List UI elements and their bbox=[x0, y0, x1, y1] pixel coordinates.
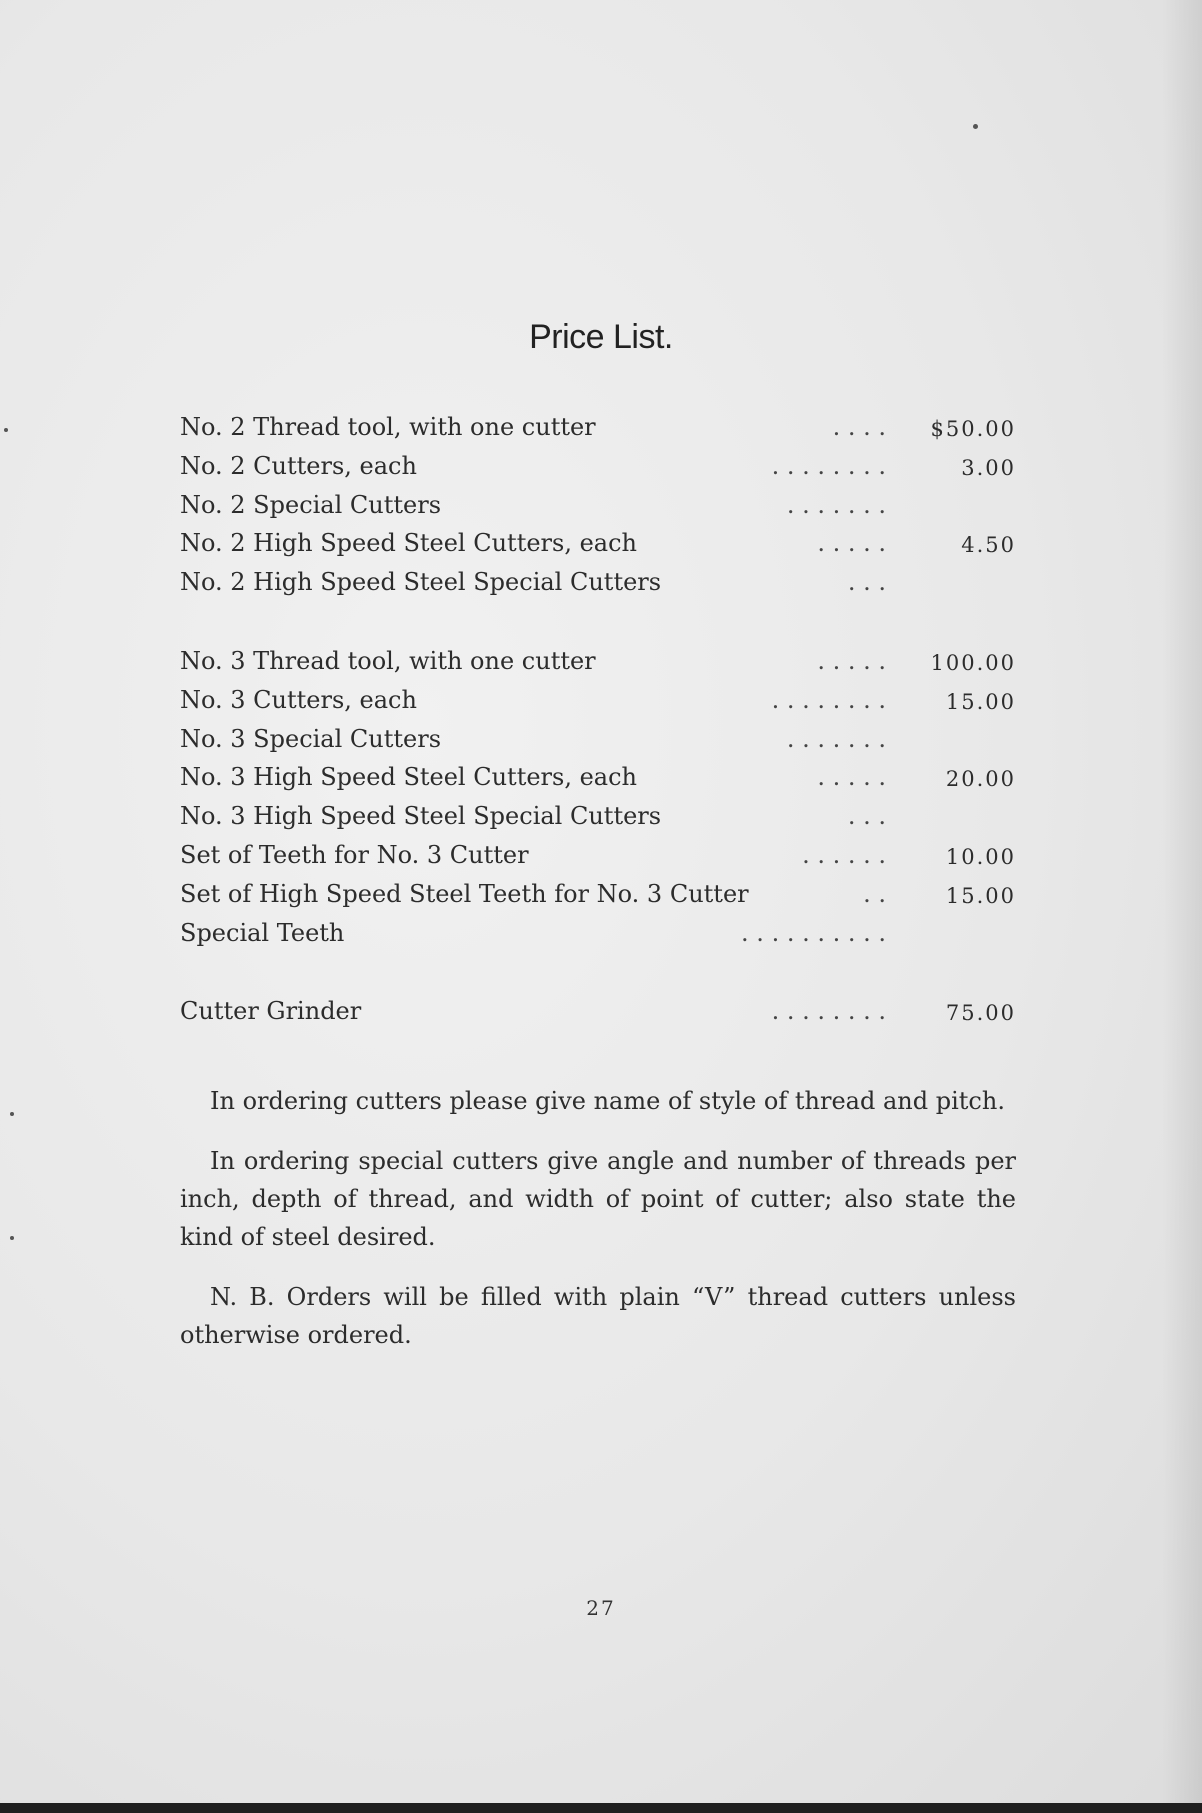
note-paragraph: In ordering special cutters give angle and number of threads per inch, depth of thread, and width of point of cutter; also state the kind of steel desired. bbox=[180, 1147, 1016, 1251]
dot-leader: . . . bbox=[847, 568, 886, 597]
price-row bbox=[180, 797, 1016, 836]
item-price: 20.00 bbox=[945, 767, 1016, 792]
dot-leader: . . . . . . . . bbox=[771, 997, 886, 1026]
dot-leader: . . . . . bbox=[817, 646, 886, 675]
ordering-notes bbox=[180, 1082, 1016, 1376]
dot-leader: . . . . . . . . bbox=[771, 451, 886, 480]
price-row bbox=[180, 914, 1016, 953]
price-row bbox=[180, 992, 1016, 1031]
item-name: No. 2 Special Cutters bbox=[180, 490, 442, 519]
item-name: Cutter Grinder bbox=[180, 997, 362, 1026]
item-price: 75.00 bbox=[945, 1001, 1016, 1026]
price-row bbox=[180, 408, 1016, 447]
paper-speck bbox=[4, 428, 8, 432]
item-name: Special Teeth bbox=[180, 918, 345, 947]
dot-leader: . . . . bbox=[832, 413, 886, 441]
price-row bbox=[180, 563, 1016, 602]
paper-speck bbox=[973, 124, 978, 129]
price-row bbox=[180, 486, 1016, 525]
price-group-no-3 bbox=[180, 642, 1016, 952]
dot-leader: . . . . . . bbox=[802, 840, 886, 869]
item-price: $50.00 bbox=[930, 417, 1016, 441]
dot-leader: . . . . . . . bbox=[786, 724, 886, 753]
item-name: No. 3 High Speed Steel Special Cutters bbox=[180, 802, 662, 831]
item-price: 3.00 bbox=[961, 455, 1016, 480]
item-price: 15.00 bbox=[945, 883, 1016, 908]
dot-leader: . . . . . bbox=[817, 529, 886, 558]
item-price: 100.00 bbox=[930, 650, 1016, 675]
item-name: No. 3 Cutters, each bbox=[180, 685, 417, 714]
item-price: 4.50 bbox=[961, 533, 1016, 558]
dot-leader: . . . bbox=[847, 802, 886, 831]
item-name: Set of High Speed Steel Teeth for No. 3 Cutter bbox=[180, 879, 749, 908]
item-name: No. 2 High Speed Steel Special Cutters bbox=[180, 568, 662, 597]
dot-leader: . . . . . . . bbox=[786, 490, 886, 519]
page-title: Price List. bbox=[529, 318, 673, 356]
item-name: Set of Teeth for No. 3 Cutter bbox=[180, 840, 529, 869]
note-paragraph: N. B. Orders will be filled with plain “V” thread cutters unless otherwise ordered. bbox=[180, 1283, 1016, 1349]
price-row bbox=[180, 758, 1016, 797]
dot-leader: . . . . . . . . bbox=[771, 685, 886, 714]
price-row bbox=[180, 642, 1016, 681]
page-number: 27 bbox=[586, 1596, 616, 1620]
item-name: No. 2 Thread tool, with one cutter bbox=[180, 413, 596, 441]
page-edge-shadow bbox=[1162, 0, 1202, 1813]
price-list bbox=[180, 408, 1016, 1031]
note-paragraph: In ordering cutters please give name of style of thread and pitch. bbox=[210, 1087, 1005, 1115]
price-group-no-2 bbox=[180, 408, 1016, 602]
paper-speck bbox=[10, 1236, 14, 1240]
item-price: 10.00 bbox=[945, 844, 1016, 869]
price-row bbox=[180, 524, 1016, 563]
item-name: No. 3 High Speed Steel Cutters, each bbox=[180, 763, 638, 792]
scan-border bbox=[0, 1803, 1202, 1813]
price-group-grinder bbox=[180, 992, 1016, 1031]
dot-leader: . . . . . bbox=[817, 763, 886, 792]
price-row bbox=[180, 681, 1016, 720]
item-name: No. 3 Special Cutters bbox=[180, 724, 442, 753]
price-row bbox=[180, 447, 1016, 486]
dot-leader: . . . . . . . . . . bbox=[741, 918, 886, 947]
price-row bbox=[180, 720, 1016, 759]
item-name: No. 3 Thread tool, with one cutter bbox=[180, 646, 596, 675]
item-price: 15.00 bbox=[945, 689, 1016, 714]
dot-leader: . . bbox=[863, 879, 886, 908]
item-name: No. 2 Cutters, each bbox=[180, 451, 417, 480]
price-row bbox=[180, 875, 1016, 914]
price-row bbox=[180, 836, 1016, 875]
item-name: No. 2 High Speed Steel Cutters, each bbox=[180, 529, 638, 558]
paper-speck bbox=[10, 1112, 14, 1116]
